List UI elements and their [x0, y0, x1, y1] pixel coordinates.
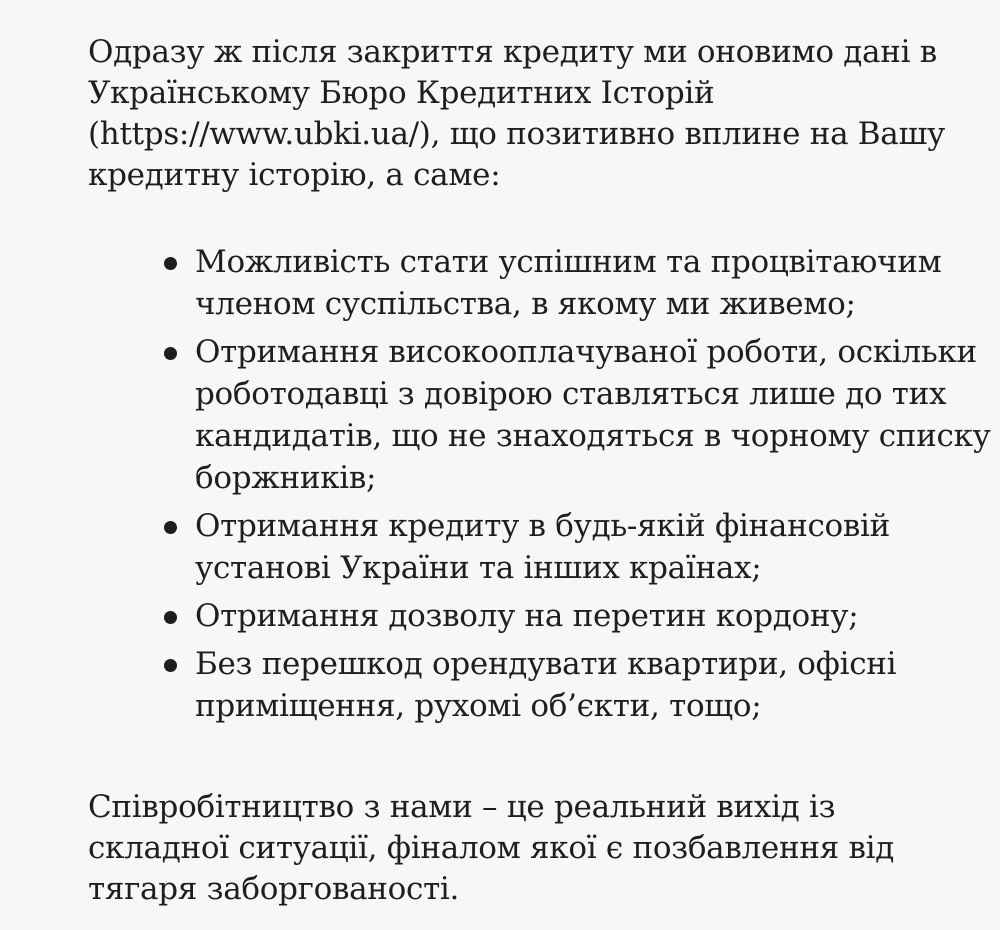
benefit-line: боржників; [195, 460, 377, 496]
benefit-line: членом суспільства, в якому ми живемо; [195, 286, 856, 322]
intro-line: Українському Бюро Кредитних Історій [88, 75, 715, 111]
benefit-item-employment [0, 331, 991, 499]
outro-paragraph [88, 787, 894, 910]
outro-line: складної ситуації, фіналом якої є позбавлення від [88, 830, 895, 866]
intro-line: Одразу ж після закриття кредиту ми оновимо дані в [88, 34, 937, 70]
bullet-icon [164, 347, 177, 360]
intro-line: (https://www.ubki.ua/), що позитивно вплине на Вашу [88, 116, 945, 152]
benefit-line: Отримання дозволу на перетин кордону; [195, 598, 859, 634]
benefit-line: установі України та інших країнах; [195, 550, 762, 586]
benefit-line: приміщення, рухомі об’єкти, тощо; [195, 688, 762, 724]
benefit-line: Без перешкод орендувати квартири, офісні [195, 646, 897, 682]
intro-line: кредитну історію, а саме: [88, 157, 501, 193]
benefit-line: Отримання кредиту в будь-якій фінансовій [195, 508, 891, 544]
bullet-icon [164, 521, 177, 534]
benefit-line: кандидатів, що не знаходяться в чорному списку [195, 418, 991, 454]
intro-paragraph [88, 32, 945, 196]
benefit-item-border [0, 595, 991, 637]
benefit-item-rent [0, 643, 991, 727]
benefit-item-success [0, 241, 991, 325]
benefit-line: Отримання високооплачуваної роботи, оскільки [195, 334, 977, 370]
outro-line: Співробітництво з нами – це реальний вихід із [88, 789, 836, 825]
benefit-line: роботодавці з довірою ставляться лише до тих [195, 376, 947, 412]
benefit-item-credit [0, 505, 991, 589]
bullet-icon [164, 257, 177, 270]
bullet-icon [164, 659, 177, 672]
benefit-line: Можливість стати успішним та процвітаючим [195, 244, 942, 280]
bullet-icon [164, 611, 177, 624]
outro-line: тягаря заборгованості. [88, 871, 460, 907]
benefits-list [0, 241, 991, 733]
